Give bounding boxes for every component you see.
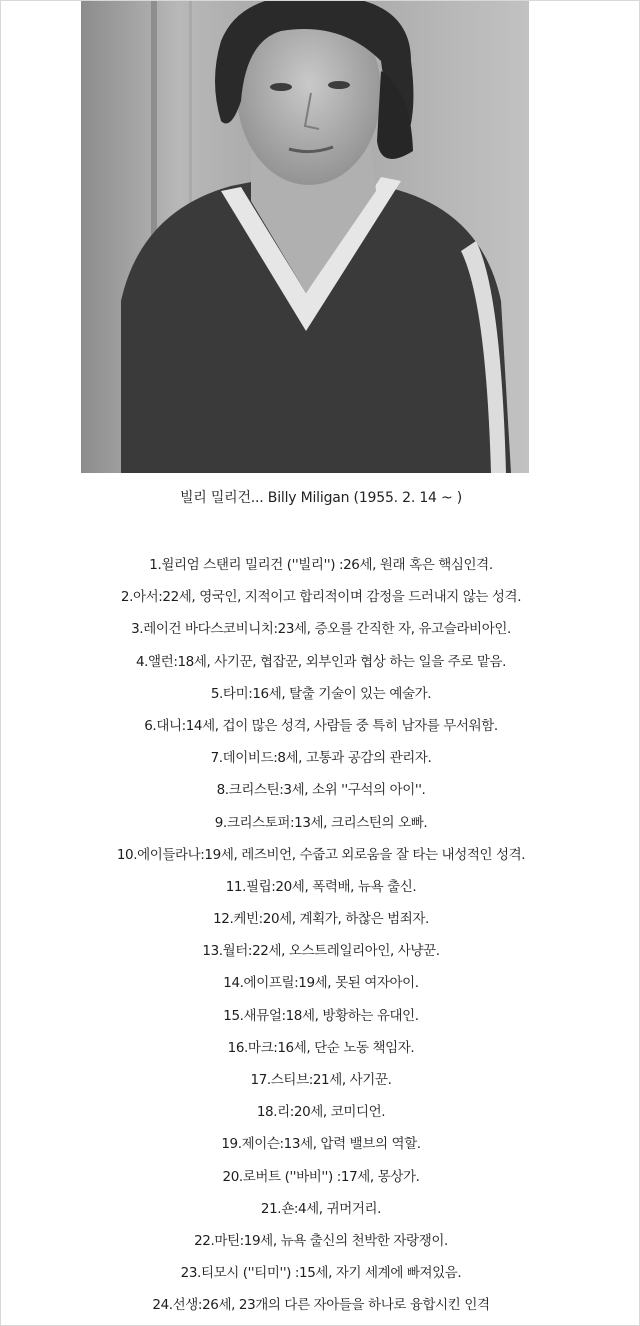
list-item: 11.필립:20세, 폭력배, 뉴욕 출신. xyxy=(225,878,417,895)
list-item: 8.크리스틴:3세, 소위 ''구석의 아이''. xyxy=(216,782,426,799)
list-item: 9.크리스토퍼:13세, 크리스틴의 오빠. xyxy=(214,814,428,831)
list-item: 23.티모시 (''티미'') :15세, 자기 세계에 빠져있음. xyxy=(180,1265,462,1282)
list-item: 24.선생:26세, 23개의 다른 자아들을 하나로 융합시킨 인격 xyxy=(152,1297,490,1314)
list-item: 1.윌리엄 스탠리 밀리건 (''빌리'') :26세, 원래 혹은 핵심인격. xyxy=(149,557,493,573)
list-item: 6.대니:14세, 겁이 많은 성격, 사람들 중 특히 남자를 무서워함. xyxy=(144,717,498,734)
portrait-illustration xyxy=(81,1,529,473)
portrait-photo xyxy=(81,1,529,473)
list-item: 13.월터:22세, 오스트레일리아인, 사냥꾼. xyxy=(202,943,440,960)
list-item: 10.에이들라나:19세, 레즈비언, 수줍고 외로움을 잘 타는 내성적인 성격. xyxy=(116,846,526,863)
list-item: 21.숀:4세, 귀머거리. xyxy=(260,1200,382,1217)
list-item: 12.케빈:20세, 계획가, 하찮은 범죄자. xyxy=(213,911,429,928)
list-item: 16.마크:16세, 단순 노동 책임자. xyxy=(227,1039,415,1056)
list-item: 19.제이슨:13세, 압력 밸브의 역할. xyxy=(221,1136,421,1153)
list-item: 20.로버트 (''바비'') :17세, 몽상가. xyxy=(222,1168,420,1185)
list-item: 3.레이건 바다스코비니치:23세, 증오를 간직한 자, 유고슬라비아인. xyxy=(131,621,511,638)
list-item: 22.마틴:19세, 뉴욕 출신의 천박한 자랑쟁이. xyxy=(194,1232,448,1249)
list-item: 15.새뮤얼:18세, 방황하는 유대인. xyxy=(223,1007,419,1024)
list-item: 18.리:20세, 코미디언. xyxy=(256,1104,386,1121)
personality-list xyxy=(1,549,640,1322)
list-item: 17.스티브:21세, 사기꾼. xyxy=(250,1072,392,1088)
list-item: 2.아서:22세, 영국인, 지적이고 합리적이며 감정을 드러내지 않는 성격. xyxy=(120,589,522,606)
list-item: 7.데이비드:8세, 고통과 공감의 관리자. xyxy=(210,750,432,767)
list-item: 5.타미:16세, 탈출 기술이 있는 예술가. xyxy=(210,685,432,702)
list-item: 4.앨런:18세, 사기꾼, 협잡꾼, 외부인과 협상 하는 일을 주로 맡음. xyxy=(135,653,507,670)
list-item: 14.에이프릴:19세, 못된 여자아이. xyxy=(223,975,419,992)
photo-caption: 빌리 밀리건... Billy Miligan (1955. 2. 14 ~ ) xyxy=(179,490,463,506)
